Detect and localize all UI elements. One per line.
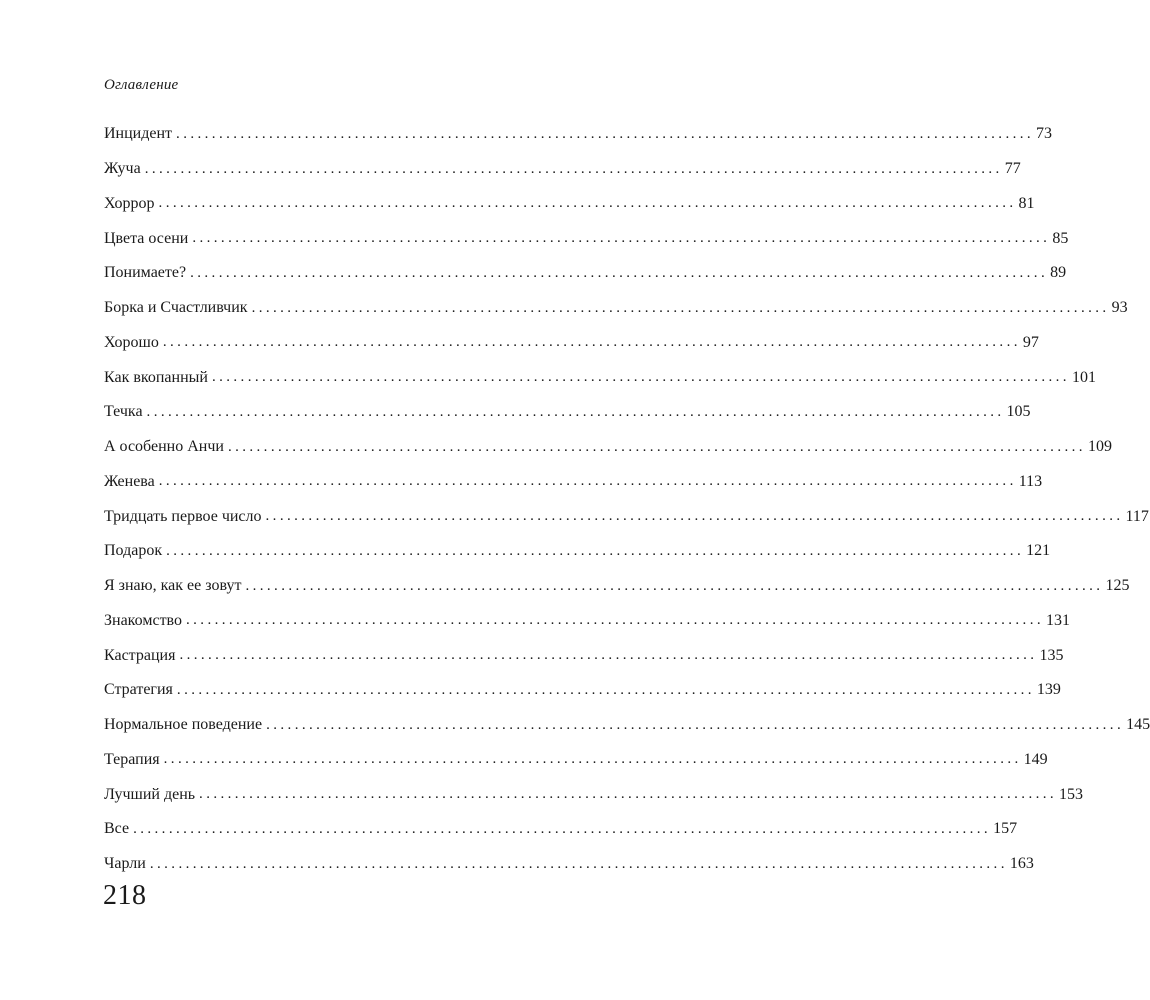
dot-leader: ........................................................................................................................ [211,369,1070,386]
dot-leader: ........................................................................................................................ [227,438,1086,455]
toc-entry [104,499,1149,534]
toc-entry-page: 125 [1105,577,1130,595]
toc-entry-page: 109 [1087,438,1112,456]
toc-entry [104,187,1035,222]
toc-entry [104,430,1112,465]
dot-leader: ........................................................................................................................ [176,681,1035,698]
toc-entry [104,743,1048,778]
toc-entry-page: 145 [1126,716,1150,734]
toc-entry-title: Все [104,820,130,838]
dot-leader: ........................................................................................................................ [266,716,1125,733]
toc-entry-title: Понимаете? [104,264,187,282]
toc-entry [104,291,1128,326]
toc-entry [104,534,1051,569]
toc-entry [104,604,1070,639]
toc-entry-page: 105 [1006,403,1031,421]
toc-entry-title: Как вкопанный [104,368,208,386]
toc-entry-page: 101 [1071,368,1096,386]
toc-entry [104,465,1043,500]
toc-entry-title: Подарок [104,542,163,560]
dot-leader: ........................................................................................................................ [133,820,992,837]
toc-entry-page: 157 [993,820,1018,838]
table-of-contents [104,117,1150,882]
toc-entry [104,569,1130,604]
toc-entry [104,360,1096,395]
dot-leader: ........................................................................................................................ [192,230,1051,247]
toc-entry-page: 139 [1036,681,1061,699]
dot-leader: ........................................................................................................................ [251,299,1110,316]
toc-entry-title: Женева [104,472,155,490]
toc-entry-page: 131 [1046,611,1070,629]
dot-leader: ........................................................................................................................ [190,264,1049,281]
toc-entry-page: 85 [1052,229,1069,247]
dot-leader: ........................................................................................................................ [158,195,1017,212]
toc-entry [104,673,1061,708]
dot-leader: ........................................................................................................................ [162,334,1021,351]
dot-leader: ........................................................................................................................ [163,751,1022,768]
dot-leader: ........................................................................................................................ [166,542,1025,559]
toc-entry-title: Нормальное поведение [104,716,263,734]
toc-entry-title: Терапия [104,750,160,768]
toc-entry-page: 153 [1059,785,1084,803]
toc-entry-title: Кастрация [104,646,176,664]
toc-entry-page: 149 [1023,750,1048,768]
dot-leader: ........................................................................................................................ [199,786,1058,803]
toc-entry-page: 73 [1036,125,1053,143]
toc-entry-page: 97 [1022,333,1039,351]
dot-leader: ........................................................................................................................ [146,403,1005,420]
toc-entry [104,812,1018,847]
toc-entry-page: 163 [1009,855,1034,873]
toc-entry-page: 89 [1050,264,1067,282]
toc-entry-title: Знакомство [104,611,182,629]
toc-entry [104,326,1039,361]
toc-entry [104,638,1064,673]
toc-entry [104,221,1069,256]
toc-entry-title: Инцидент [104,125,173,143]
toc-entry [104,777,1084,812]
dot-leader: ........................................................................................................................ [144,160,1003,177]
toc-entry-title: Жуча [104,160,141,178]
dot-leader: ........................................................................................................................ [245,577,1104,594]
dot-leader: ........................................................................................................................ [149,855,1008,872]
dot-leader: ........................................................................................................................ [158,473,1017,490]
toc-entry-page: 121 [1026,542,1051,560]
toc-entry-title: Чарли [104,855,146,873]
dot-leader: ........................................................................................................................ [176,125,1035,142]
toc-entry-title: Цвета осени [104,229,189,247]
dot-leader: ........................................................................................................................ [186,612,1044,629]
toc-entry-page: 117 [1125,507,1149,525]
toc-entry [104,152,1021,187]
toc-entry-title: Лучший день [104,785,196,803]
toc-entry [104,256,1067,291]
page-number: 218 [103,880,147,911]
toc-entry-title: Я знаю, как ее зовут [104,577,242,595]
toc-entry-page: 93 [1111,299,1128,317]
toc-entry-title: Течка [104,403,143,421]
dot-leader: ........................................................................................................................ [179,647,1038,664]
toc-entry-page: 113 [1018,472,1043,490]
toc-entry-page: 81 [1018,194,1035,212]
toc-entry [104,395,1031,430]
dot-leader: ........................................................................................................................ [265,508,1124,525]
toc-entry-title: Борка и Счастливчик [104,299,248,317]
toc-entry-title: Тридцать первое число [104,507,262,525]
toc-entry-page: 77 [1004,160,1021,178]
toc-entry-title: Хорошо [104,333,159,351]
toc-entry [104,708,1150,743]
toc-entry-title: Стратегия [104,681,173,699]
toc-entry-title: А особенно Анчи [104,438,224,456]
toc-entry [104,117,1053,152]
toc-entry-page: 135 [1039,646,1064,664]
running-header: Оглавление [104,77,179,93]
toc-entry-title: Хоррор [104,194,155,212]
toc-entry [104,847,1034,882]
